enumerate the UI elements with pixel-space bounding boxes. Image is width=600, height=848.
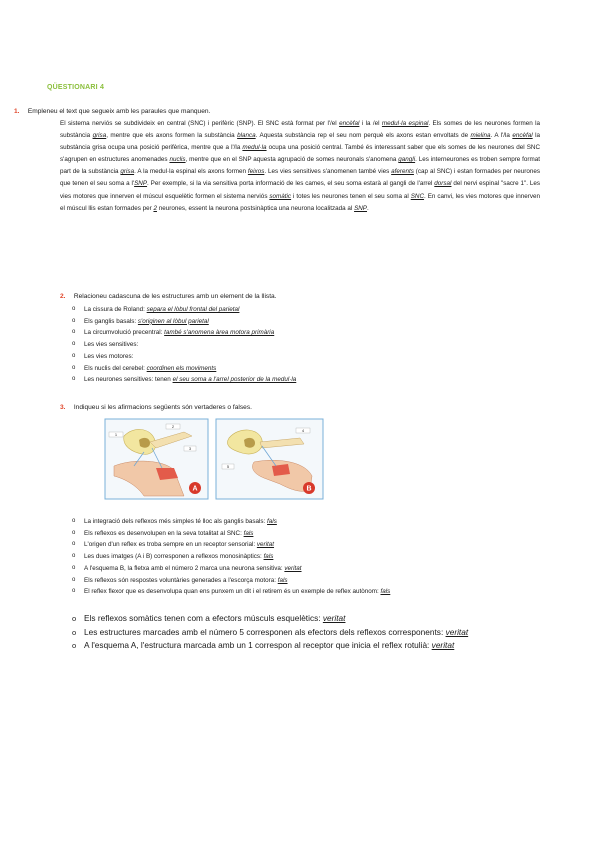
paragraph-text: ocupa una posició central. També és interessant saber que els somes de les neurones del SNC s'agrupen en estructures anomenades (60, 144, 540, 164)
paragraph-text: . Els somes de les neurones formen la substància (60, 120, 540, 140)
item-label: Les estructures marcades amb el número 5 corresponen als efectors dels reflexos corresponents: (84, 626, 446, 637)
answer-blank: medul·la espinal (381, 120, 429, 127)
list-item (60, 563, 390, 575)
item-answer: coordinen els moviments (146, 364, 217, 372)
item-label: Les vies sensitives: (84, 341, 139, 349)
item-label: Les dues imatges (A i B) corresponen a reflexos monosinàptics: (84, 553, 264, 561)
item-label: La cissura de Roland: (84, 306, 147, 313)
answer-blank: feixos (247, 168, 265, 176)
paragraph-text: . A la medul·la espinal els axons formen (134, 168, 248, 176)
list-item (60, 316, 296, 328)
list-item (60, 639, 514, 653)
list-item (60, 539, 390, 551)
list-item (60, 612, 514, 626)
paragraph-text: i totes les neurones tenen el seu soma al (291, 192, 411, 200)
item-answer: fals (267, 518, 277, 525)
item-label: Les neurones sensitives: tenen (84, 376, 173, 384)
figure-number-1: 1 (114, 431, 118, 437)
answer-blank: nuclis (169, 156, 186, 164)
item-label: Els ganglis basals: (84, 317, 138, 325)
paragraph-text: . A l'/la (490, 132, 513, 140)
item-label: A l'esquema B, la fletxa amb el número 2 marca una neurona sensitiva: (84, 564, 285, 572)
item-answer: veritat (256, 541, 275, 549)
item-label: La integració dels reflexos més simples té lloc als ganglis basals: (84, 518, 268, 525)
list-item (60, 339, 296, 351)
page-title: QÜESTIONARI 4 (47, 84, 105, 91)
item-label: Els reflexos somàtics tenen com a efectors músculs esquelètics: (84, 613, 323, 623)
question-2-number: 2. (60, 293, 66, 300)
question-1-paragraph (60, 118, 540, 215)
list-item (60, 551, 390, 563)
answer-blank: blanca (237, 132, 256, 140)
question-1-heading (14, 106, 210, 118)
reflex-diagram-figure (104, 418, 324, 500)
answer-blank: SNP (134, 180, 148, 188)
item-label: El reflex flexor que es desenvolupa quan ens punxem un dit i el retirem és un exemple de reflex autònom: (84, 588, 381, 596)
answer-blank: medul·la (242, 144, 267, 152)
item-label: Els reflexos es desenvolupen en la seva totalitat al SNC: (84, 529, 244, 537)
reflex-diagram-b (216, 419, 323, 499)
answer-blank: encèfal (339, 120, 360, 127)
paragraph-text: (cap al SNC) i estan formades per neurones que tenen el seu soma a l' (60, 168, 540, 188)
item-answer: el seu soma a l'arrel posterior de la medul·la (172, 376, 297, 384)
item-label: A l'esquema A, l'estructura marcada amb un 1 correspon al receptor que inicia el reflex rotulià: (84, 640, 432, 650)
item-answer: veritat (284, 564, 302, 572)
item-label: La circumvolució precentral: (84, 329, 165, 337)
paragraph-text: . En canvi, les vies motores que innerven el múscul llis estan formades per (60, 192, 541, 212)
list-item (60, 626, 514, 640)
question-3-list-large (60, 612, 514, 653)
paragraph-text: . Per exemple, si la via sensitiva porta informació de les cames, el seu soma estarà al gangli de l'arrel (147, 180, 435, 188)
list-item (60, 363, 296, 375)
paragraph-text: la substància grisa ocupa una posició perifèrica, mentre que a l'/la (60, 132, 540, 152)
answer-blank: mielina (470, 132, 491, 140)
paragraph-text: . Aquesta substància rep el seu nom perquè els axons estan envoltats de (255, 132, 471, 140)
answer-blank: SNP (354, 204, 368, 212)
paragraph-text: del nervi espinal "sacre 1". Les vies motores que innerven el múscul esquelètic formen el sistema nerviós (60, 180, 540, 200)
list-item (60, 516, 390, 528)
answer-blank: somàtic (269, 192, 292, 200)
figure-number-2: 2 (171, 423, 175, 429)
question-2-heading (60, 291, 277, 303)
item-label: Els nuclis del cerebel: (84, 364, 147, 372)
item-answer: veritat (322, 613, 346, 623)
item-answer: separa el lòbul frontal del parietal (146, 306, 240, 313)
item-label: L'origen d'un reflex es troba sempre en un receptor sensorial: (84, 541, 257, 549)
answer-blank: grisa (92, 132, 107, 140)
figure-label-b: B (306, 485, 312, 493)
reflex-diagram-a (105, 419, 208, 499)
list-item (60, 575, 390, 587)
answer-blank: encèfal (512, 132, 533, 140)
list-item (60, 528, 390, 540)
answer-blank: dorsal (434, 180, 452, 188)
item-label: Els reflexos són respostes voluntàries generades a l'escorça motora: (84, 576, 278, 584)
answer-blank: SNC (410, 192, 425, 200)
figure-label-a: A (192, 485, 198, 493)
answer-blank: aferents (391, 168, 414, 176)
item-answer: veritat (431, 640, 455, 650)
paragraph-text: . (367, 204, 369, 212)
item-answer: fals (263, 553, 274, 561)
question-2-prompt: Relacioneu cadascuna de les estructures amb un element de la llista. (73, 293, 277, 300)
list-item (60, 351, 296, 363)
answer-blank: grisa (120, 168, 135, 176)
answer-blank: gangli (398, 156, 416, 164)
list-item (60, 304, 296, 316)
item-answer: fals (380, 588, 391, 596)
item-answer: veritat (445, 626, 469, 637)
list-item (60, 586, 390, 598)
question-3-number: 3. (60, 404, 66, 411)
paragraph-text: . Les interneurones es troben sempre format part de la substància (60, 156, 540, 176)
list-item (60, 374, 296, 386)
answer-blank: 2 (153, 204, 157, 212)
question-1-prompt: Empleneu el text que segueix amb les paraules que manquen. (27, 108, 211, 115)
paragraph-text: , mentre que els axons formen la substància (106, 132, 238, 140)
question-3-heading (60, 402, 252, 414)
paragraph-text: neurones, essent la neurona postsinàptica una neurona localitzada al (156, 204, 355, 212)
question-3-prompt: Indiqueu si les afirmacions següents són vertaderes o falses. (73, 404, 252, 411)
paragraph-text: . Les vies sensitives s'anomenen també vies (264, 168, 392, 176)
item-answer: fals (243, 529, 254, 537)
item-answer: s'originen al lòbul parietal (137, 317, 209, 325)
figure-number-4: 4 (301, 427, 305, 433)
list-item (60, 327, 296, 339)
question-1-number: 1. (14, 108, 20, 115)
item-answer: fals (277, 576, 288, 584)
figure-number-3: 3 (188, 445, 192, 451)
figure-number-5: 5 (226, 463, 230, 469)
question-2-list (60, 304, 296, 386)
paragraph-text: , mentre que en el SNP aquesta agrupació de somes neuronals s'anomena (185, 156, 399, 164)
item-label: Les vies motores: (84, 352, 134, 360)
item-answer: també s'anomena àrea motora primària (164, 329, 275, 337)
question-3-list (60, 516, 390, 598)
paragraph-text: El sistema nerviós se subdivideix en central (SNC) i perifèric (SNP). El SNC està format per l'/el (60, 120, 340, 127)
paragraph-text: i la /el (359, 120, 382, 127)
